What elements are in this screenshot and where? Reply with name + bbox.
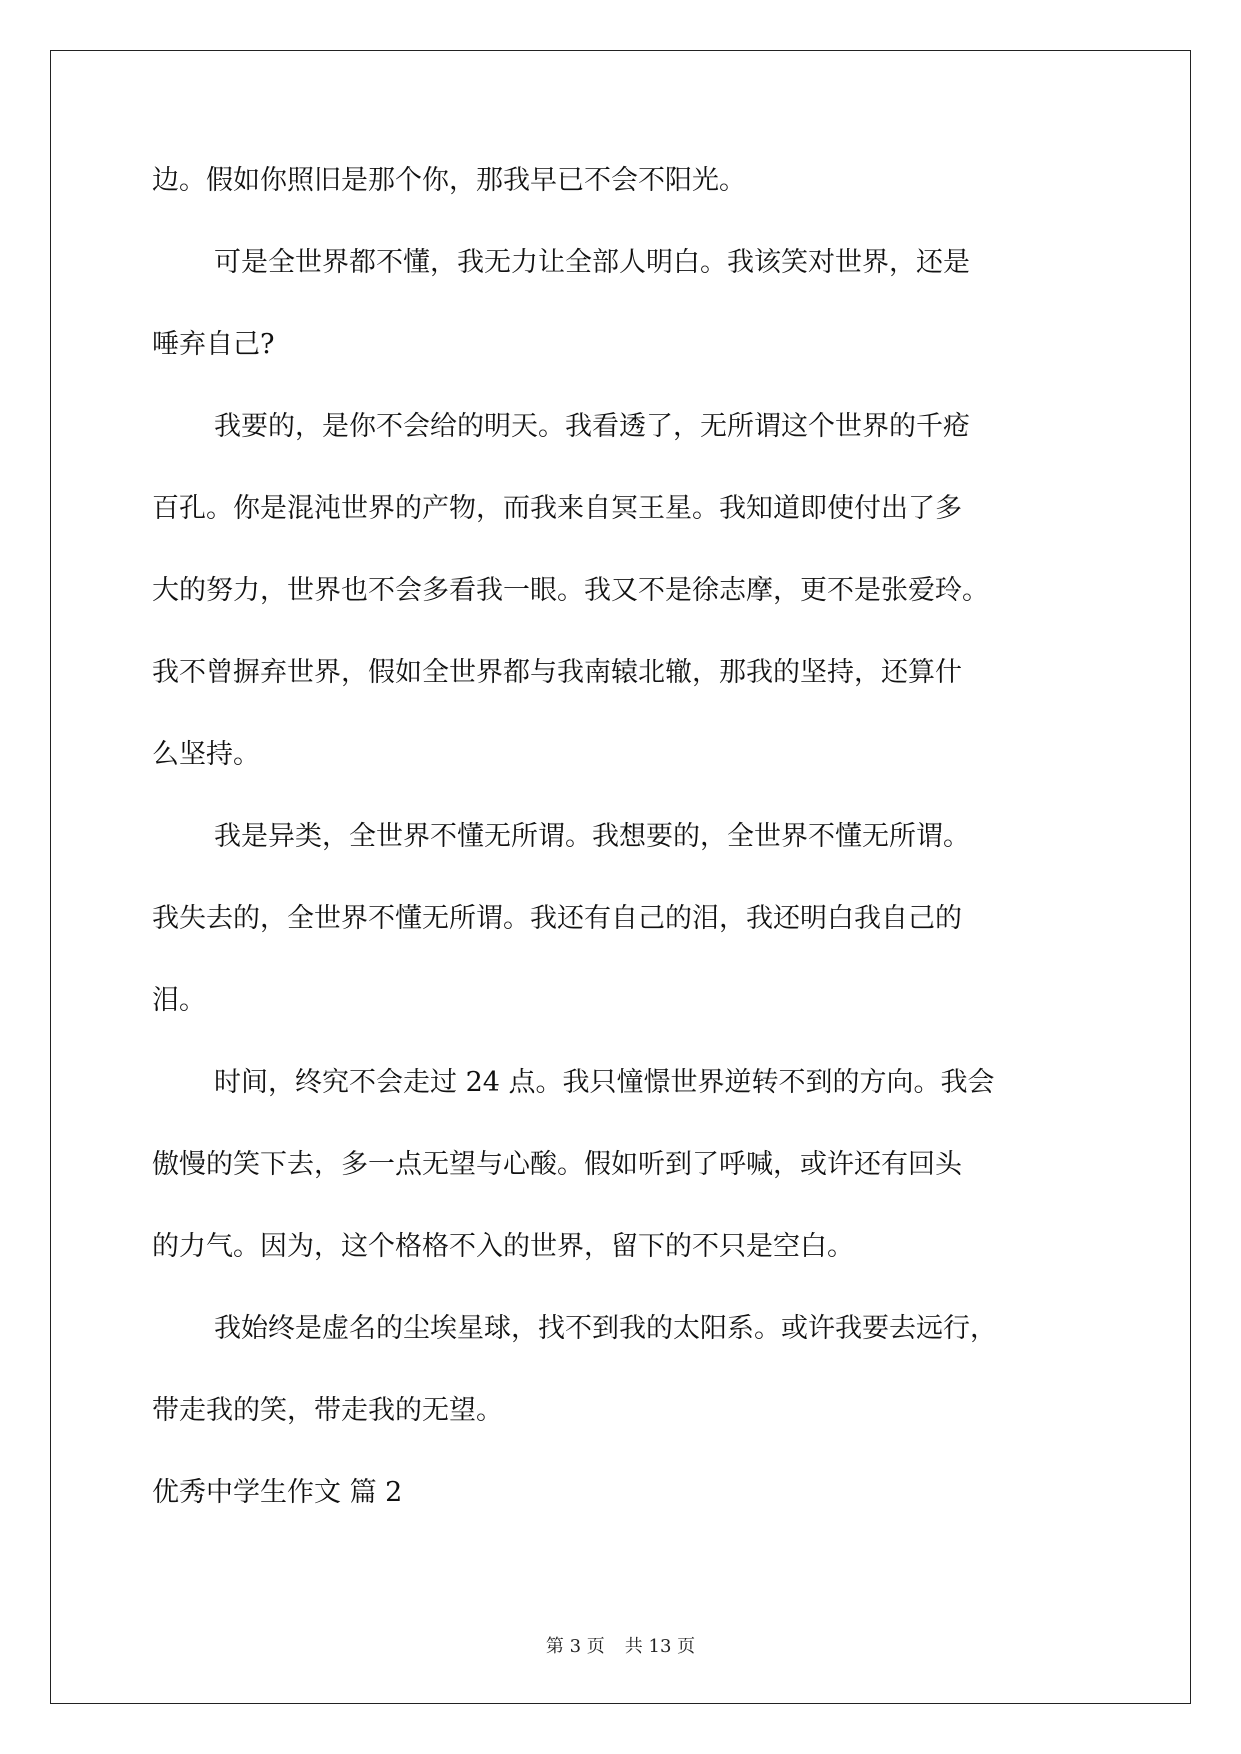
paragraph-start-line: 可是全世界都不懂，我无力让全部人明白。我该笑对世界，还是 [214,247,970,278]
page-total: 共 13 页 [624,1636,696,1657]
text-line: 的力气。因为，这个格格不入的世界，留下的不只是空白。 [152,1231,854,1262]
section-heading: 优秀中学生作文 篇 2 [152,1477,403,1508]
text-line: 我不曾摒弃世界，假如全世界都与我南辕北辙，那我的坚持，还算什 [152,657,962,688]
page-number: 第 3 页 [545,1636,605,1657]
text-line: 么坚持。 [152,739,260,770]
text-line: 唾弃自己? [152,329,275,360]
page-footer [0,1636,1241,1658]
paragraph-start-line: 时间，终究不会走过 24 点。我只憧憬世界逆转不到的方向。我会 [214,1067,995,1098]
paragraph-start-line: 我要的，是你不会给的明天。我看透了，无所谓这个世界的千疮 [214,411,970,442]
text-line: 傲慢的笑下去，多一点无望与心酸。假如听到了呼喊，或许还有回头 [152,1149,962,1180]
text-line: 大的努力，世界也不会多看我一眼。我又不是徐志摩，更不是张爱玲。 [152,575,989,606]
text-line: 我失去的，全世界不懂无所谓。我还有自己的泪，我还明白我自己的 [152,903,962,934]
paragraph-start-line: 我始终是虚名的尘埃星球，找不到我的太阳系。或许我要去远行， [214,1313,997,1344]
document-body [152,166,1097,1560]
text-line: 泪。 [152,985,206,1016]
text-line: 百孔。你是混沌世界的产物，而我来自冥王星。我知道即使付出了多 [152,493,962,524]
text-line: 带走我的笑，带走我的无望。 [152,1395,503,1426]
text-line: 边。假如你照旧是那个你，那我早已不会不阳光。 [152,165,746,196]
paragraph-start-line: 我是异类，全世界不懂无所谓。我想要的，全世界不懂无所谓。 [214,821,970,852]
